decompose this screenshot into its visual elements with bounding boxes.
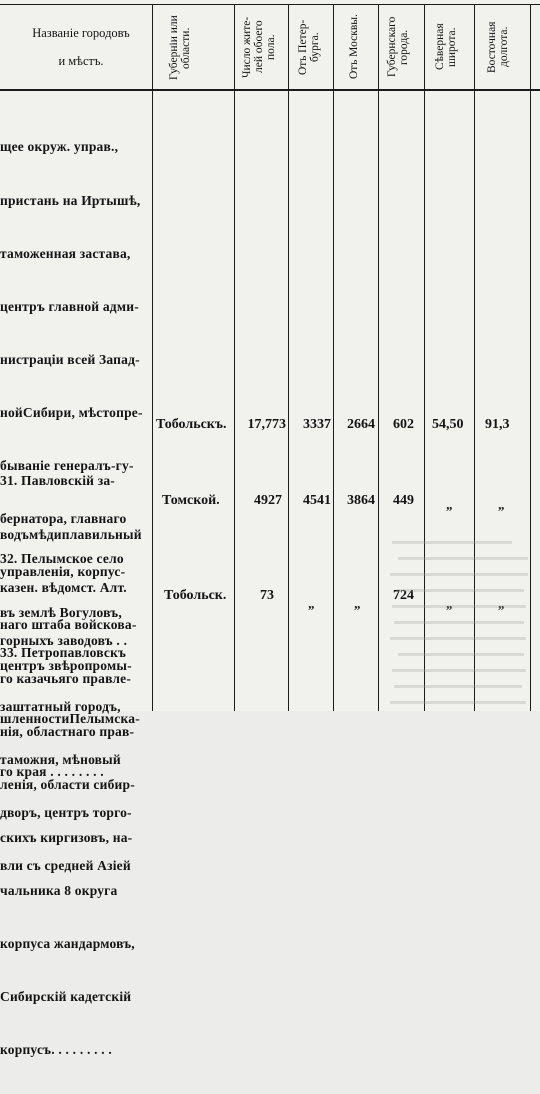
text-line: пристань на Иртышѣ,: [0, 192, 141, 208]
text-line: бернатора, главнаго: [0, 511, 127, 527]
text-line: ленія, области сибир-: [0, 776, 135, 792]
text-line: го казачьяго правле-: [0, 670, 132, 686]
entry-32-from-petersburg-ditto: „: [308, 596, 315, 611]
header-north-lat: Сѣверная широта.: [434, 23, 458, 71]
text-line: шленностиПелымска-: [0, 710, 140, 726]
text-line: казен. вѣдомст. Алт.: [0, 579, 127, 595]
col-divider: [288, 4, 289, 711]
entry-33-description: [0, 609, 132, 910]
entry-32-east-long-ditto: „: [498, 596, 505, 611]
text-line: 33. Петропавловскъ: [0, 645, 127, 661]
entry-32-province: Тобольск.: [164, 588, 227, 603]
text-line: бываніе генералъ-гу-: [0, 458, 134, 474]
tobolsk-east-long: [485, 417, 510, 433]
bleed-through-texture: [388, 535, 538, 711]
header-from-moscow: Отъ Москвы.: [348, 14, 360, 80]
text-line: щее окруж. управ.,: [0, 139, 119, 155]
text-line: заштатный городъ,: [0, 698, 121, 714]
tobolsk-province: Тобольскъ.: [156, 417, 227, 432]
entry-31-from-gov-town: 449: [393, 493, 414, 508]
text-line: го края . . . . . . . .: [0, 763, 104, 779]
tobolsk-from-gov-town: 602: [393, 417, 414, 432]
header-name-line1: Названіе городовъ: [32, 26, 130, 40]
entry-31-from-petersburg: 4541: [303, 493, 331, 508]
tobolsk-north-lat: [432, 417, 464, 433]
text-line: въ землѣ Вогуловъ,: [0, 604, 122, 620]
entry-31-from-moscow: 3864: [347, 493, 375, 508]
text-line: корпуса жандармовъ,: [0, 936, 135, 952]
header-from-petersburg: Отъ Петер- бурга.: [297, 19, 321, 75]
text-line: нія, областнаго прав-: [0, 723, 135, 739]
entry-32-population: 73: [260, 588, 274, 603]
header-name-line2: и мѣстъ.: [58, 54, 104, 68]
text-line: таможенная застава,: [0, 245, 131, 261]
top-rule: [0, 4, 540, 5]
text-line: Сибирскій кадетскій: [0, 989, 132, 1005]
col-divider: [333, 4, 334, 711]
text-line: управленія, корпус-: [0, 564, 126, 580]
text-line: 32. Пелымское село: [0, 551, 124, 567]
entry-31-north-lat-ditto: „: [446, 497, 453, 512]
text-line: 31. Павловскій за-: [0, 473, 116, 489]
text-line: горныхъ заводовъ . .: [0, 632, 128, 648]
text-line: скихъ киргизовъ, на-: [0, 829, 133, 845]
tobolsk-from-petersburg: 3337: [303, 417, 331, 432]
tobolsk-population: 17,773: [247, 417, 286, 432]
text-line: центръ звѣропромы-: [0, 657, 132, 673]
text-line: центръ главной адми-: [0, 298, 139, 314]
entry-31-province: Томской.: [162, 493, 220, 508]
header-east-long: Восточная долгота.: [486, 21, 510, 73]
entry-32-from-moscow-ditto: „: [354, 596, 361, 611]
col-divider: [152, 4, 153, 711]
text-line: вли съ средней Азіей: [0, 857, 131, 873]
text-line: таможня, мѣновый: [0, 751, 121, 767]
entry-32-from-gov-town: 724: [393, 588, 414, 603]
tobolsk-north-lat-value: 54,50: [432, 417, 464, 432]
text-line: дворъ, центръ торго-: [0, 804, 132, 820]
text-line: нойСибири, мѣстопре-: [0, 404, 143, 420]
header-bottom-rule: [0, 89, 540, 91]
text-line: наго штаба войскова-: [0, 617, 137, 633]
col-divider: [234, 4, 235, 711]
text-line: водъмѣдиплавильный: [0, 526, 142, 542]
entry-32-north-lat-ditto: „: [446, 596, 453, 611]
text-line: корпусъ. . . . . . . . .: [0, 1042, 113, 1058]
header-province: Губерніи или области.: [168, 15, 192, 81]
tobolsk-from-moscow: 2664: [347, 417, 375, 432]
entry-31-east-long-ditto: „: [498, 497, 505, 512]
col-divider: [378, 4, 379, 711]
entry-31-population: 4927: [254, 493, 282, 508]
header-from-gov-town: Губернскаго города.: [386, 16, 410, 78]
text-line: чальника 8 округа: [0, 882, 118, 898]
tobolsk-east-long-value: 91,3: [485, 417, 510, 432]
header-population: Число жите- лей обоего пола.: [241, 16, 277, 78]
text-line: нистраціи всей Запад-: [0, 351, 140, 367]
